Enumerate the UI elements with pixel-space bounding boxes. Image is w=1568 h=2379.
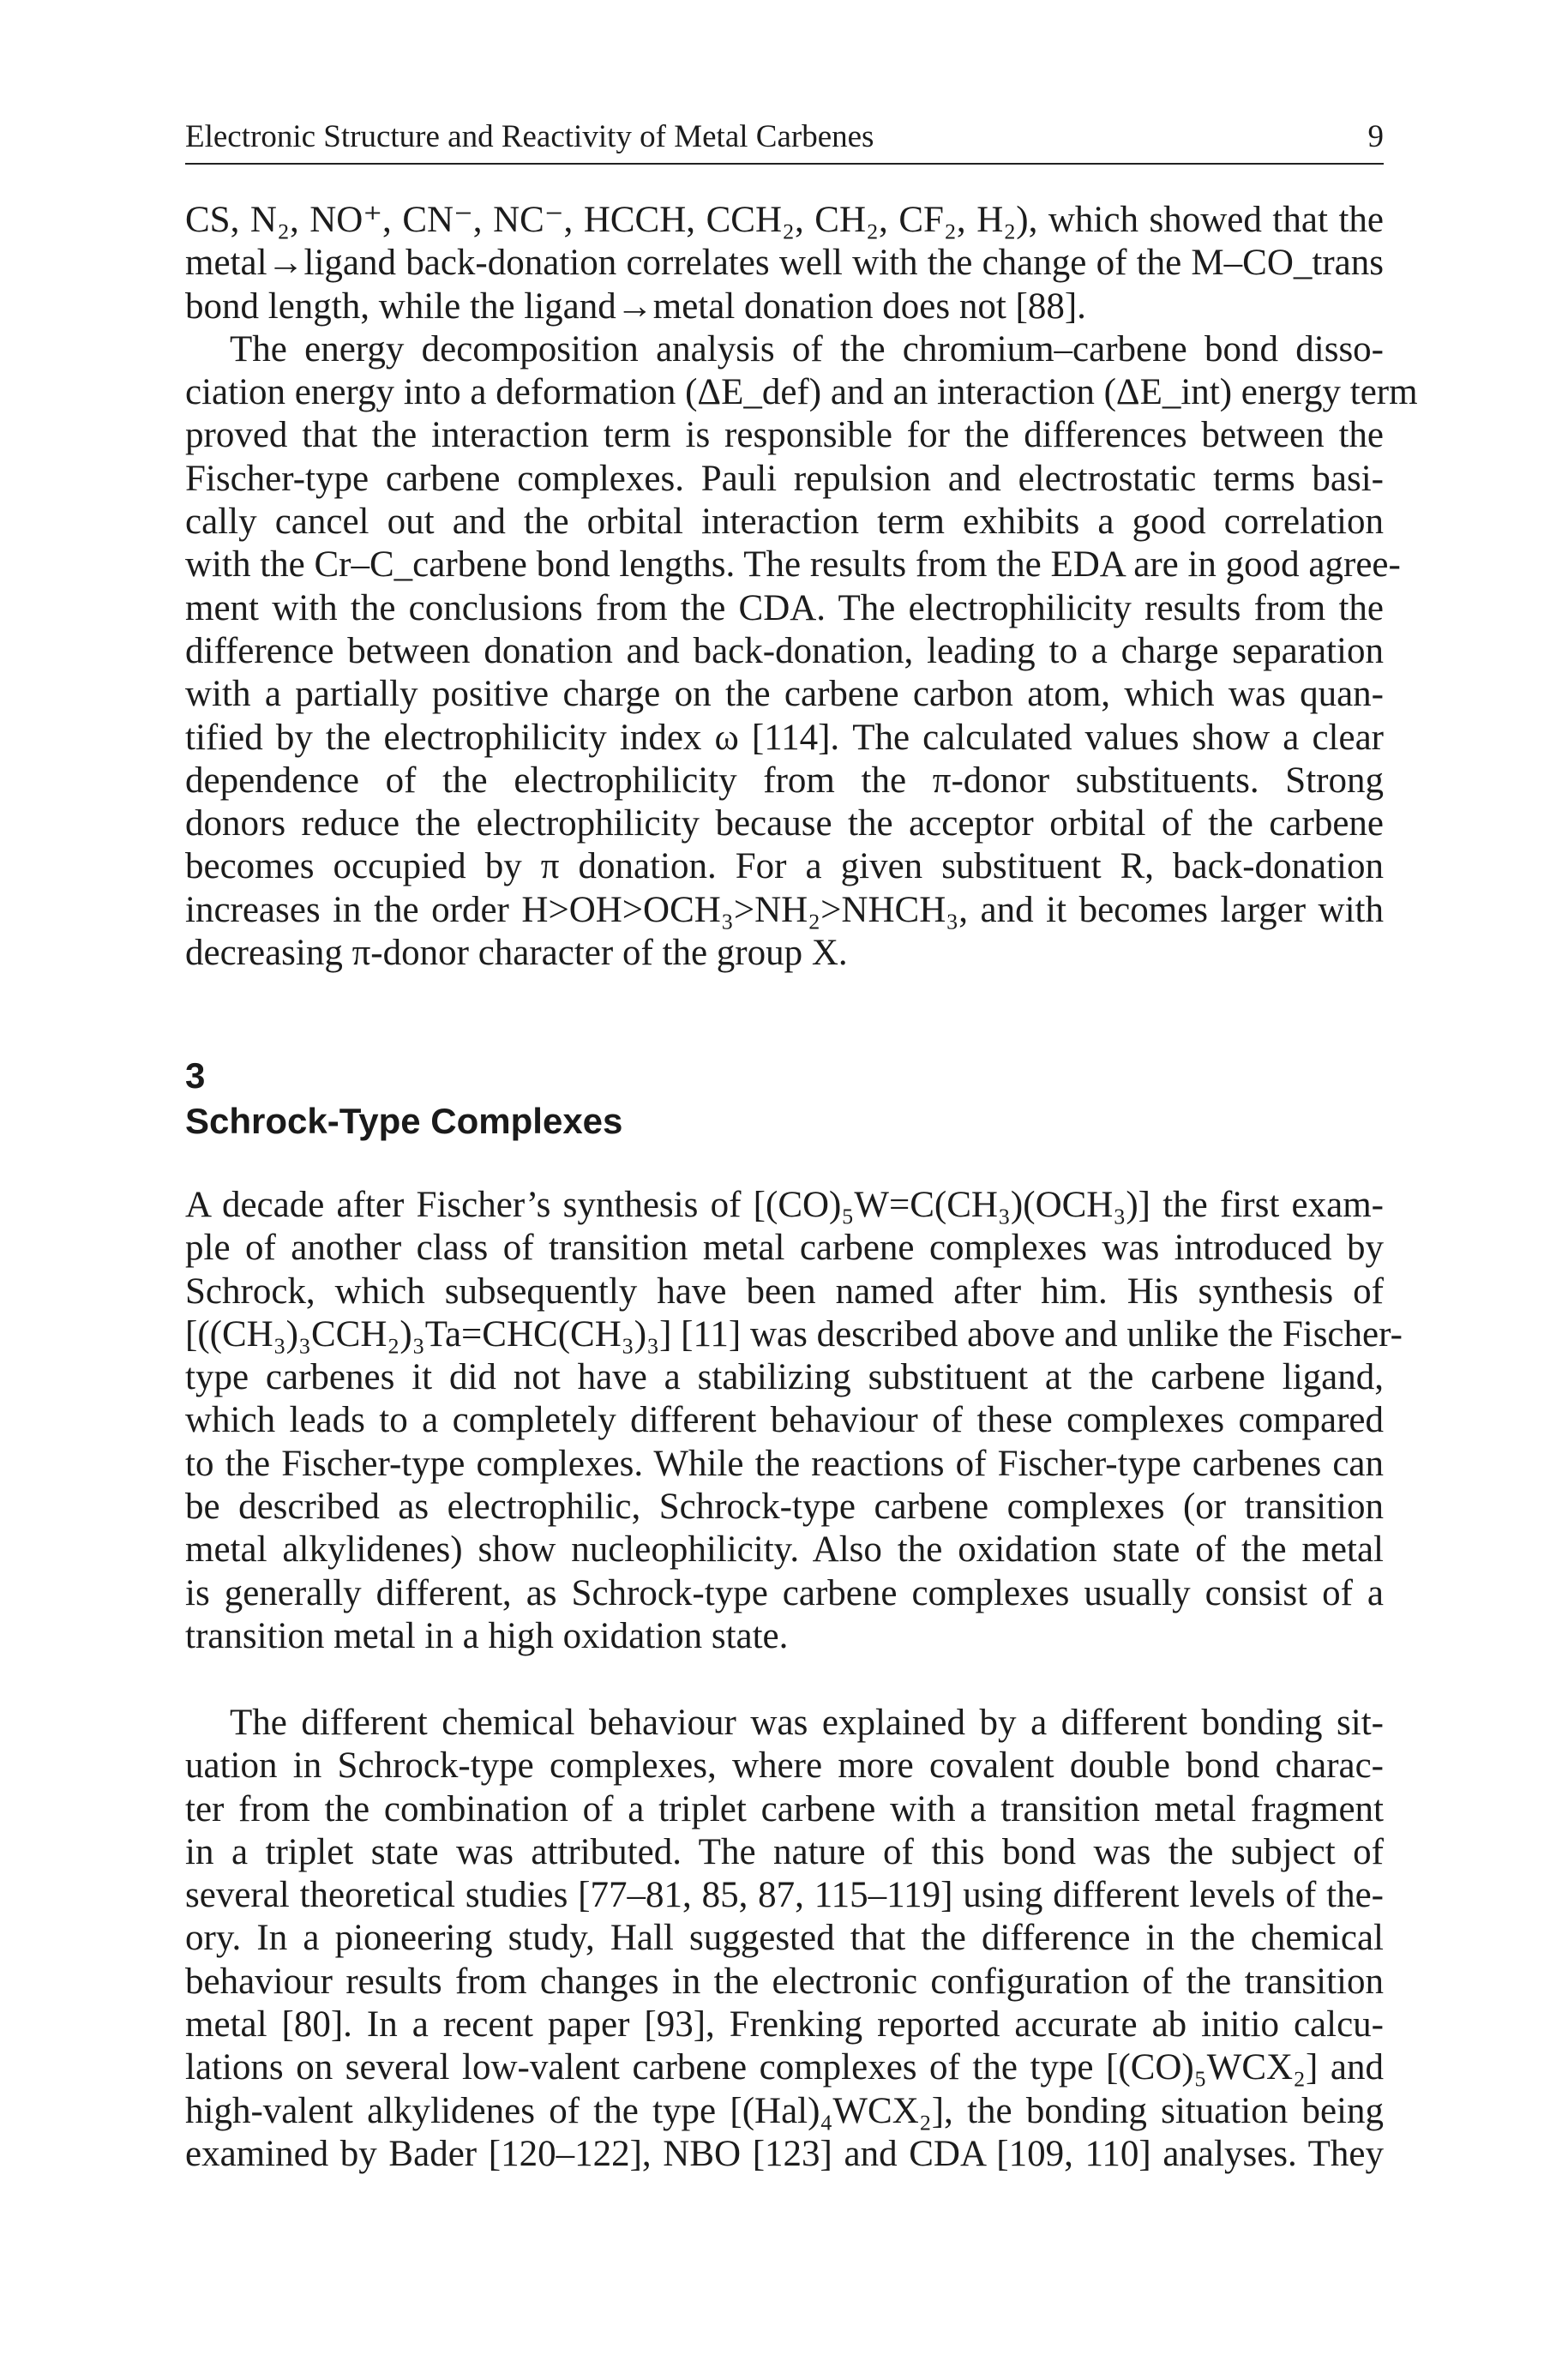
text-line: ter from the combination of a triplet carbene with a transition metal fragment xyxy=(185,1788,1384,1829)
text-line: tified by the electrophilicity index ω [114]. The calculated values show a clear xyxy=(185,717,1384,758)
text-line: type carbenes it did not have a stabilizing substituent at the carbene ligand, xyxy=(185,1357,1384,1398)
text-line: with the Cr–C_carbene bond lengths. The results from the EDA are in good agree- xyxy=(185,544,1401,586)
text-line: several theoretical studies [77–81, 85, 87, 115–119] using different levels of the- xyxy=(185,1875,1384,1916)
text-line: lations on several low-valent carbene complexes of the type [(CO)₅WCX₂] and xyxy=(185,2047,1384,2088)
text-line: which leads to a completely different behaviour of these complexes compared xyxy=(185,1400,1384,1441)
text-line: in a triplet state was attributed. The nature of this bond was the subject of xyxy=(185,1831,1384,1872)
text-line: CS, N₂, NO⁺, CN⁻, NC⁻, HCCH, CCH₂, CH₂, CF₂, H₂), which showed that the xyxy=(185,200,1384,240)
text-line: to the Fischer-type complexes. While the reactions of Fischer-type carbenes can xyxy=(185,1443,1384,1484)
paragraph-schrock-intro xyxy=(185,1184,1403,1658)
text-line: cally cancel out and the orbital interaction term exhibits a good correlation xyxy=(185,502,1384,543)
text-line: transition metal in a high oxidation state. xyxy=(185,1615,789,1656)
text-line: dependence of the electrophilicity from the π-donor substituents. Strong xyxy=(185,760,1384,801)
text-line: bond length, while the ligand→metal donation does not [88]. xyxy=(185,285,1086,327)
text-line: metal alkylidenes) show nucleophilicity. Also the oxidation state of the metal xyxy=(185,1529,1384,1571)
paragraph-bonding xyxy=(185,1702,1384,2176)
text-line: is generally different, as Schrock-type carbene complexes usually consist of a xyxy=(185,1572,1384,1613)
text-line: The different chemical behaviour was explained by a different bonding sit- xyxy=(230,1703,1384,1743)
text-line: metal [80]. In a recent paper [93], Frenking reported accurate ab initio calcu- xyxy=(185,2004,1384,2046)
text-line: [((CH₃)₃CCH₂)₃Ta=CHC(CH₃)₃] [11] was described above and unlike the Fischer- xyxy=(185,1313,1403,1355)
text-line: difference between donation and back-donation, leading to a charge separation xyxy=(185,630,1384,671)
text-block-top xyxy=(185,199,1418,975)
text-line: ple of another class of transition metal carbene complexes was introduced by xyxy=(185,1228,1384,1269)
text-line: proved that the interaction term is responsible for the differences between the xyxy=(185,415,1384,456)
text-line: Fischer-type carbene complexes. Pauli repulsion and electrostatic terms basi- xyxy=(185,458,1384,499)
text-line: metal→ligand back-donation correlates well with the change of the M–CO_trans xyxy=(185,243,1384,284)
text-line: Schrock, which subsequently have been named after him. His synthesis of xyxy=(185,1271,1384,1312)
text-line: be described as electrophilic, Schrock-type carbene complexes (or transition xyxy=(185,1487,1384,1528)
paragraph-continued xyxy=(185,199,1384,328)
text-line: ciation energy into a deformation (ΔE_def) and an interaction (ΔE_int) energy term xyxy=(185,372,1418,413)
text-line: The energy decomposition analysis of the chromium–carbene bond disso- xyxy=(230,328,1384,369)
text-line: increases in the order H>OH>OCH₃>NH₂>NHCH₃, and it becomes larger with xyxy=(185,889,1384,930)
section-number: 3 xyxy=(185,1055,206,1096)
text-line: decreasing π-donor character of the group X. xyxy=(185,933,848,974)
text-line: uation in Schrock-type complexes, where more covalent double bond charac- xyxy=(185,1745,1384,1787)
text-line: A decade after Fischer’s synthesis of [(CO)₅W=C(CH₃)(OCH₃)] the first exam- xyxy=(185,1185,1384,1225)
text-line: high-valent alkylidenes of the type [(Hal)₄WCX₂], the bonding situation being xyxy=(185,2090,1384,2131)
text-line: ment with the conclusions from the CDA. The electrophilicity results from the xyxy=(185,587,1384,628)
text-line: behaviour results from changes in the electronic configuration of the transition xyxy=(185,1961,1384,2002)
running-title: Electronic Structure and Reactivity of Metal Carbenes xyxy=(185,119,874,154)
text-line: donors reduce the electrophilicity because the acceptor orbital of the carbene xyxy=(185,803,1384,844)
running-header xyxy=(185,115,1384,165)
section-title: Schrock-Type Complexes xyxy=(185,1101,623,1141)
page-number: 9 xyxy=(1367,119,1384,154)
paragraph-eda xyxy=(185,328,1418,975)
text-line: becomes occupied by π donation. For a given substituent R, back-donation xyxy=(185,846,1384,887)
section-heading xyxy=(185,1053,622,1144)
text-line: examined by Bader [120–122], NBO [123] and CDA [109, 110] analyses. They xyxy=(185,2133,1384,2174)
text-line: ory. In a pioneering study, Hall suggested that the difference in the chemical xyxy=(185,1918,1384,1959)
text-line: with a partially positive charge on the carbene carbon atom, which was quan- xyxy=(185,674,1384,715)
